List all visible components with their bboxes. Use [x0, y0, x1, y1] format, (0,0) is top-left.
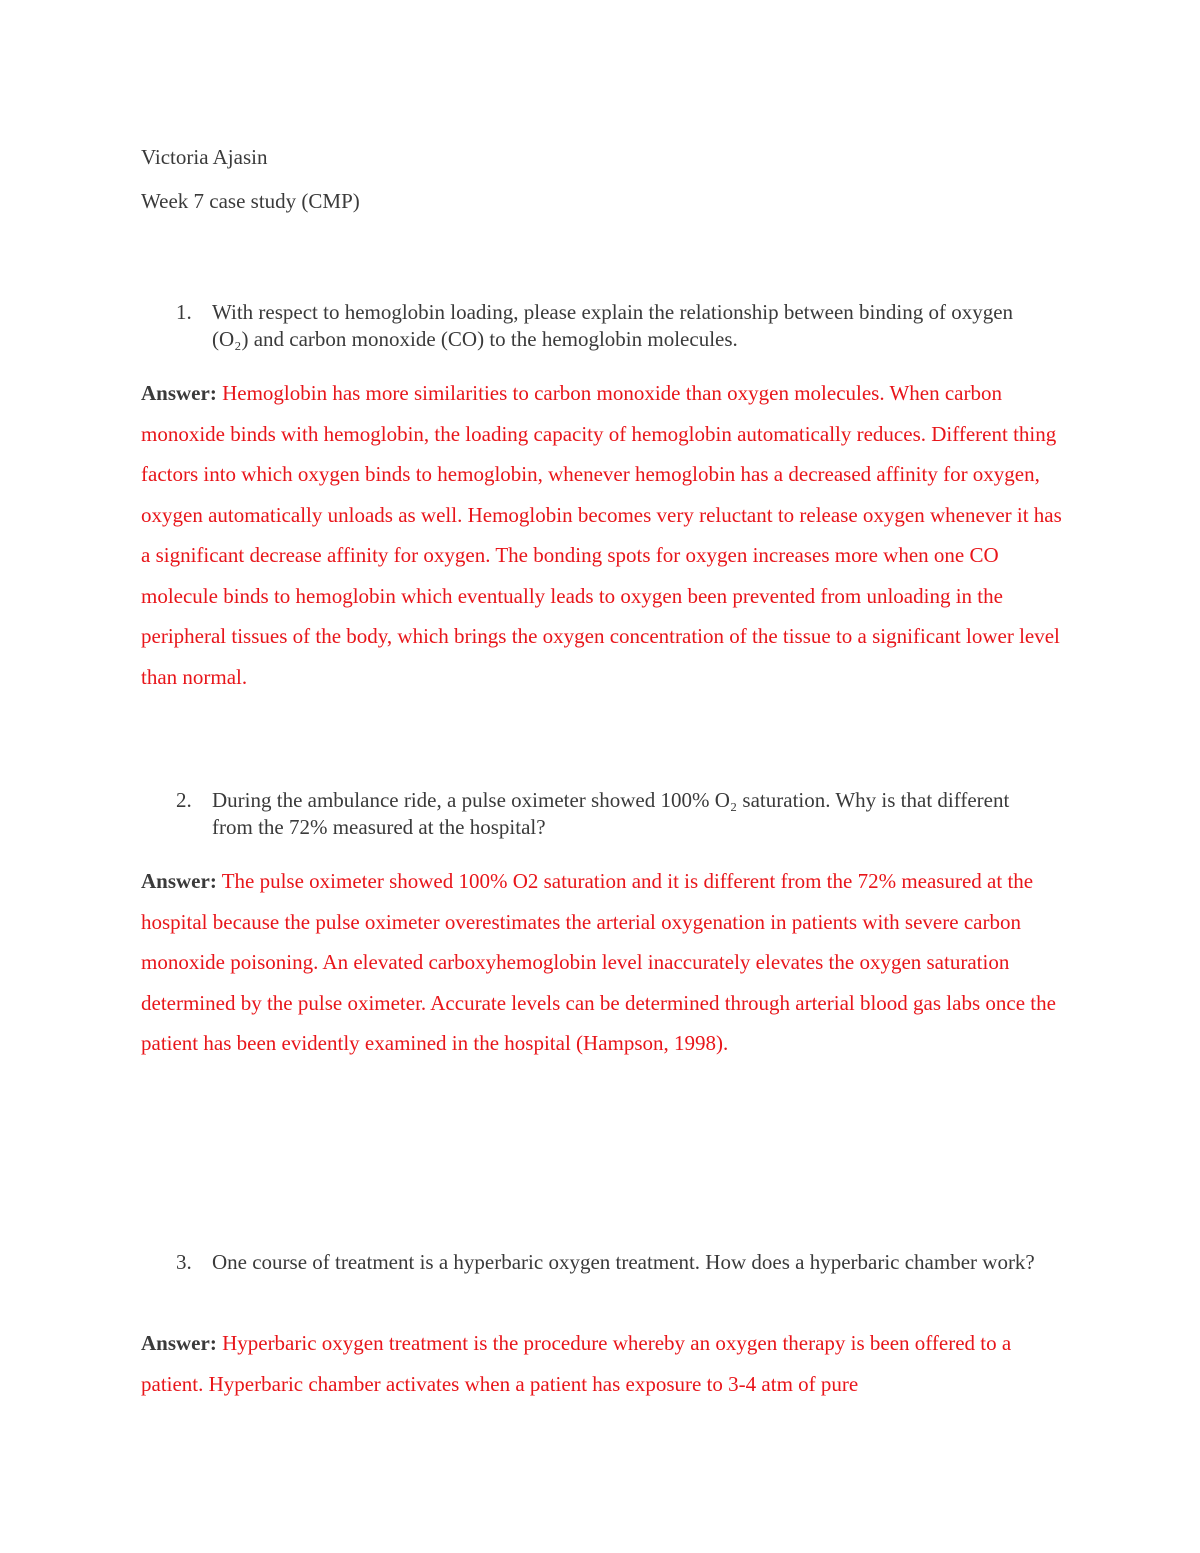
question-text: With respect to hemoglobin loading, please explain the relationship between binding of oxygen (O₂) and carbon monoxide (CO) to the hemoglobin molecules.: [212, 300, 1014, 351]
answer-1: [141, 373, 1066, 697]
document-subtitle: Week 7 case study (CMP): [141, 189, 360, 213]
answer-label: Answer:: [141, 1331, 217, 1355]
answer-text: Hemoglobin has more similarities to carbon monoxide than oxygen molecules. When carbon monoxide binds with hemoglobin, the loading capacity of hemoglobin automatically reduces. Different thing factors into which oxygen binds to hemoglobin, whenever hemoglobin has a decreased affinity for oxygen, oxygen automatically unloads as well. Hemoglobin becomes very reluctant to release oxygen whenever it has a significant decrease affinity for oxygen. The bonding spots for oxygen increases more when one CO molecule binds to hemoglobin which eventually leads to oxygen been prevented from unloading in the peripheral tissues of the body, which brings the oxygen concentration of the tissue to a significant lower level than normal.: [141, 381, 1062, 689]
question-2: [141, 787, 1051, 841]
answer-label: Answer:: [141, 381, 217, 405]
question-text: During the ambulance ride, a pulse oximeter showed 100% O₂ saturation. Why is that different from the 72% measured at the hospital?: [212, 788, 1010, 839]
answer-2: [141, 861, 1066, 1064]
question-number: 1.: [176, 300, 192, 324]
question-3: [141, 1249, 1051, 1276]
answer-text: The pulse oximeter showed 100% O2 saturation and it is different from the 72% measured at the hospital because the pulse oximeter overestimates the arterial oxygenation in patients with severe carbon monoxide poisoning. An elevated carboxyhemoglobin level inaccurately elevates the oxygen saturation determined by the pulse oximeter. Accurate levels can be determined through arterial blood gas labs once the patient has been evidently examined in the hospital (Hampson, 1998).: [141, 869, 1056, 1055]
question-number: 2.: [176, 788, 192, 812]
answer-3: [141, 1323, 1066, 1404]
question-text: One course of treatment is a hyperbaric oxygen treatment. How does a hyperbaric chamber work?: [212, 1250, 1035, 1274]
answer-text: Hyperbaric oxygen treatment is the procedure whereby an oxygen therapy is been offered to a patient. Hyperbaric chamber activates when a patient has exposure to 3-4 atm of pure: [141, 1331, 1012, 1396]
author-name: Victoria Ajasin: [141, 145, 268, 169]
answer-label: Answer:: [141, 869, 217, 893]
question-number: 3.: [176, 1250, 192, 1274]
question-1: [141, 299, 1051, 353]
